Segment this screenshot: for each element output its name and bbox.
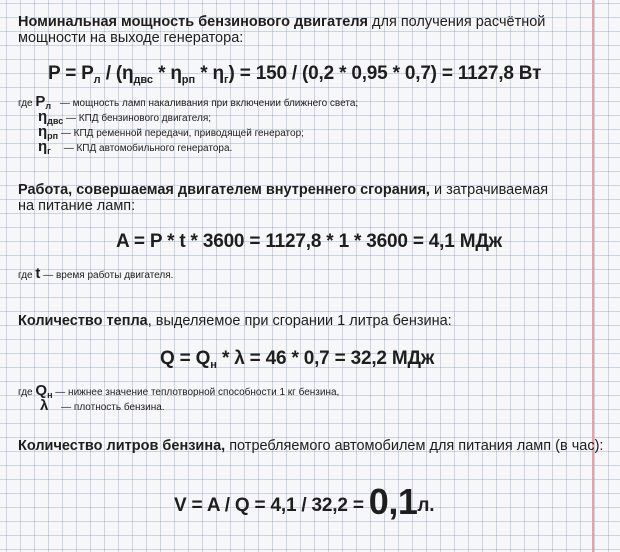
legend-row: где $Q_н$ — нижнее значение теплотворной способности 1 кг бензина, (18, 382, 340, 400)
heat-intro (18, 313, 452, 329)
work-legend: где t — время работы двигателя. (18, 265, 174, 282)
legend-row: $\eta_{рп}$ — КПД ременной передачи, приводящей генератор; (38, 123, 304, 141)
heat-intro-bold: Количество тепла (18, 313, 148, 329)
legend-row: $\eta_г$ — КПД автомобильного генератора. (38, 138, 233, 156)
fuel-unit: л. (417, 495, 435, 516)
work-intro-line2: на питание ламп: (18, 198, 136, 214)
work-intro (18, 182, 548, 214)
fuel-intro-rest: потребляемого автомобилем для питания ламп (в час): (225, 438, 604, 454)
legend-row: λ — плотность бензина. (40, 397, 165, 414)
work-formula: A = P * t * 3600 = 1127,8 * 1 * 3600 = 4,1 МДж (116, 231, 502, 252)
fuel-formula: V = A / Q = 4,1 / 32,2 = 0,1л. (174, 481, 435, 522)
heat-formula: $Q = Q_н * \lambda = 46 * 0,7 = 32,2$ МДж (160, 348, 435, 371)
fuel-intro-bold: Количество литров бензина, (18, 438, 226, 454)
fuel-result: 0,1 (368, 481, 418, 522)
power-intro-rest: для получения расчётной (368, 14, 546, 30)
legend-row: $\eta_{двс}$ — КПД бензинового двигателя; (38, 108, 212, 126)
power-formula: $P = P_л / (\eta_{двс} * \eta_{рп} * \eta_г) = 150 / (0,2 * 0,95 * 0,7) = 1127,8$ Вт (48, 63, 542, 86)
legend-row: где $P_л$ — мощность ламп накаливания при включении ближнего света; (18, 93, 359, 111)
fuel-intro (18, 438, 603, 454)
power-intro-line2: мощности на выходе генератора: (18, 30, 244, 46)
heat-intro-rest: , выделяемое при сгорании 1 литра бензина: (147, 313, 452, 329)
power-intro (18, 14, 545, 46)
work-intro-bold: Работа, совершаемая двигателем внутреннего сгорания, (18, 182, 430, 198)
work-intro-rest: и затрачиваемая (429, 182, 549, 198)
power-intro-bold: Номинальная мощность бензинового двигателя (18, 14, 368, 30)
